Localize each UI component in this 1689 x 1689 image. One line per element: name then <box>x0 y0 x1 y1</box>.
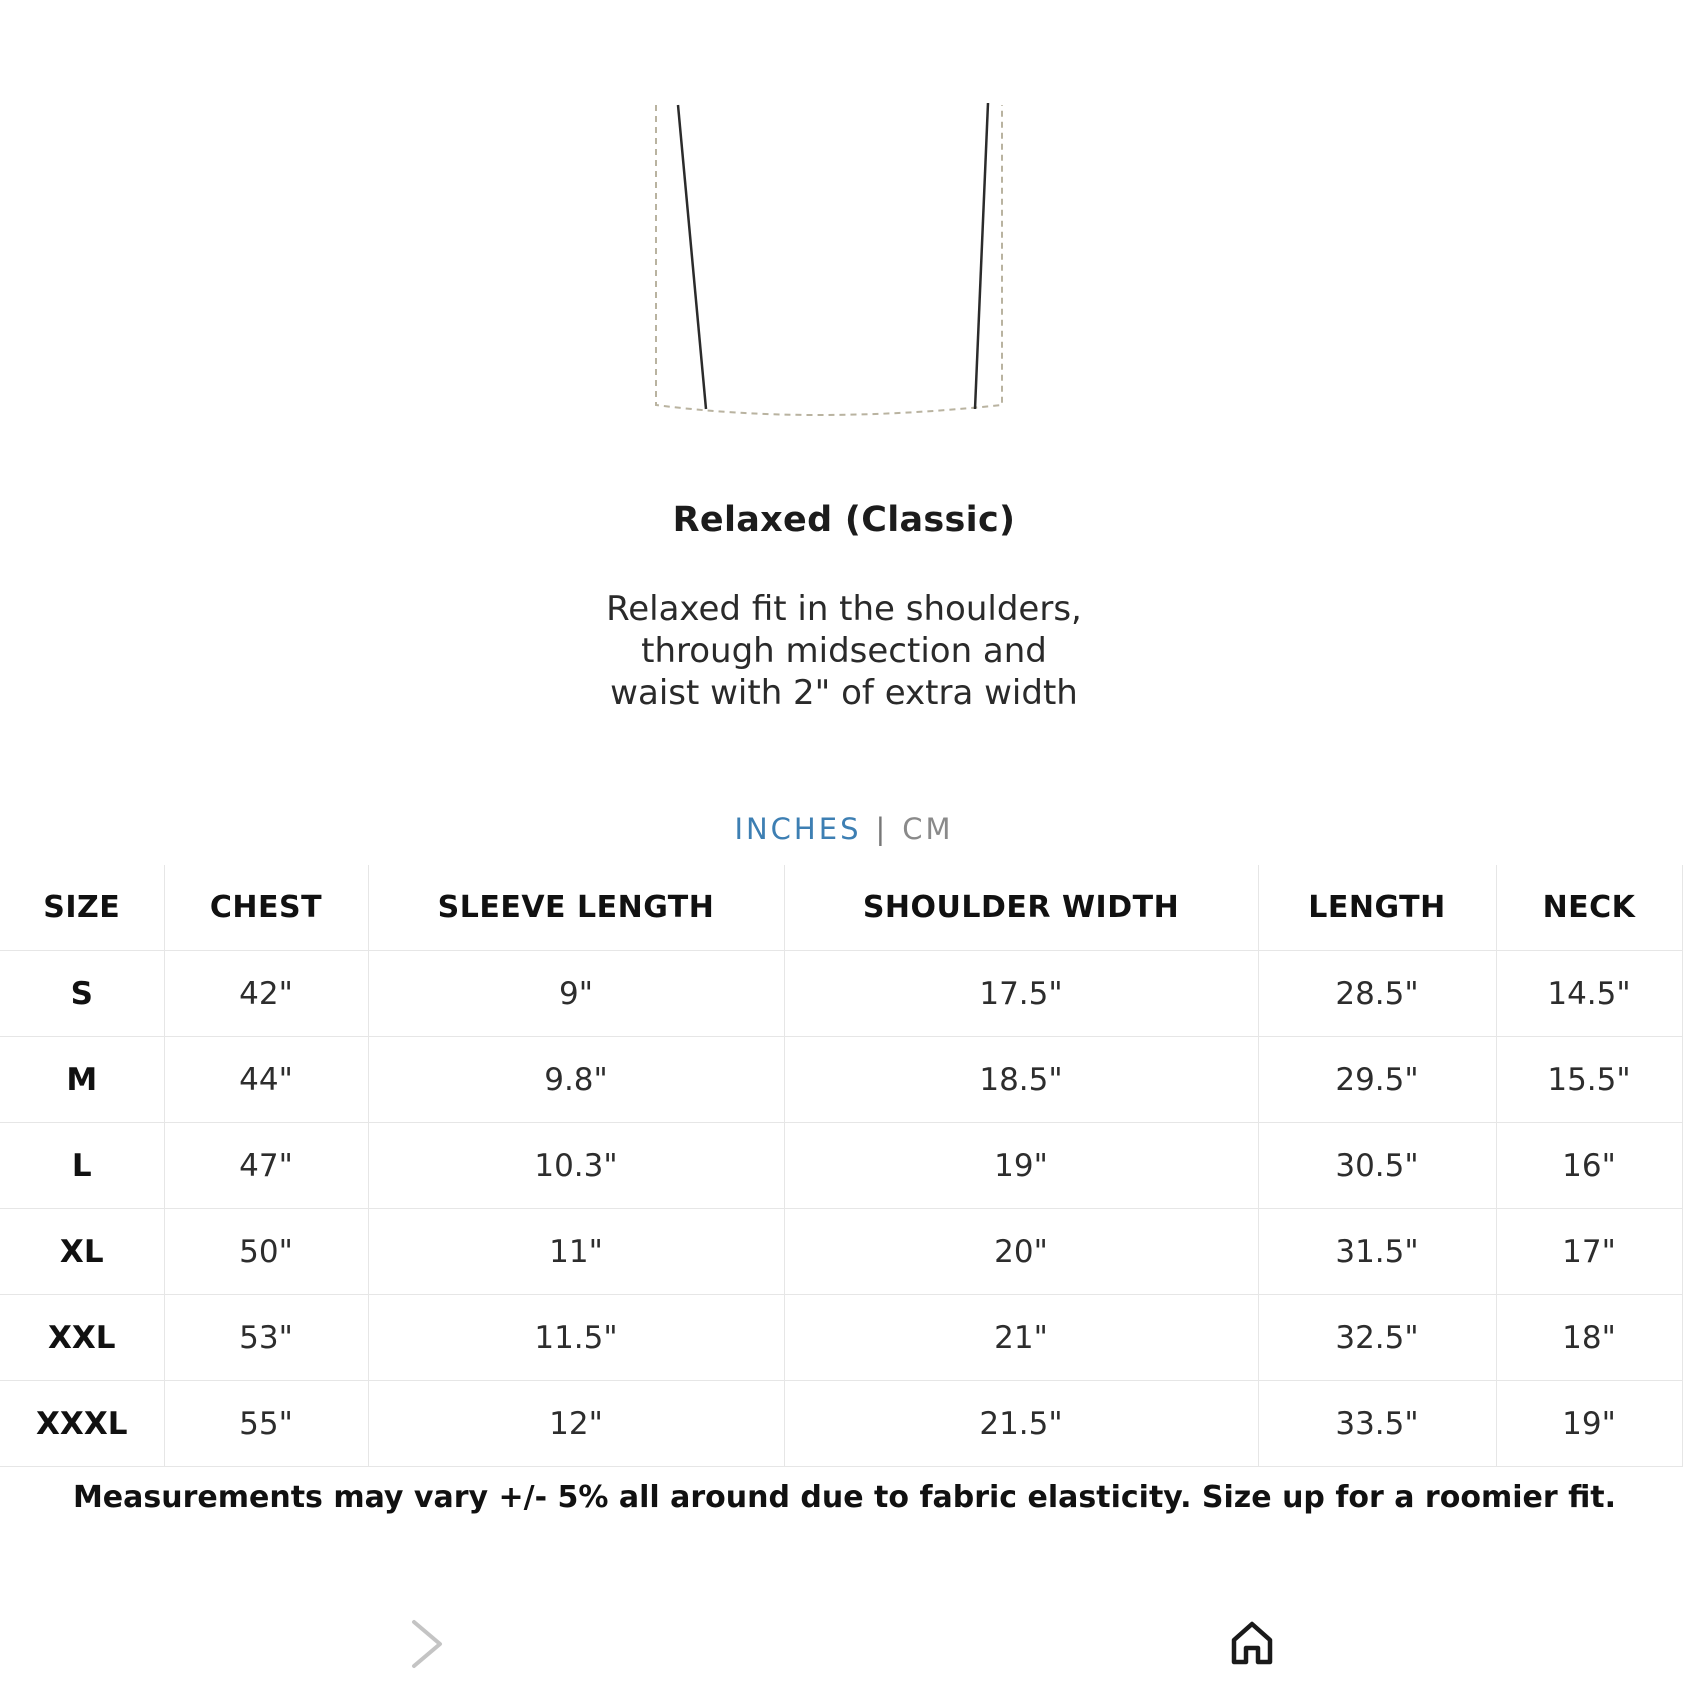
unit-separator: | <box>875 812 889 846</box>
size-chart-table <box>0 865 1683 1467</box>
shoulder-width-cell: 21.5" <box>784 1381 1258 1467</box>
length-cell: 28.5" <box>1258 951 1496 1037</box>
header-sleeve-length: SLEEVE LENGTH <box>368 865 784 951</box>
header-shoulder-width: SHOULDER WIDTH <box>784 865 1258 951</box>
size-cell: XXXL <box>0 1381 164 1467</box>
sleeve-length-cell: 11" <box>368 1209 784 1295</box>
sleeve-length-cell: 12" <box>368 1381 784 1467</box>
neck-cell: 18" <box>1496 1295 1682 1381</box>
table-row <box>0 951 1682 1037</box>
size-cell: XL <box>0 1209 164 1295</box>
sleeve-length-cell: 9.8" <box>368 1037 784 1123</box>
shoulder-width-cell: 17.5" <box>784 951 1258 1037</box>
header-length: LENGTH <box>1258 865 1496 951</box>
unit-inches-option[interactable]: INCHES <box>734 812 862 846</box>
chest-cell: 50" <box>164 1209 368 1295</box>
sleeve-length-cell: 10.3" <box>368 1123 784 1209</box>
shoulder-width-cell: 20" <box>784 1209 1258 1295</box>
next-button[interactable] <box>408 1618 448 1670</box>
length-cell: 29.5" <box>1258 1037 1496 1123</box>
chest-cell: 42" <box>164 951 368 1037</box>
fit-description: Relaxed fit in the shoulders, through midsection and waist with 2" of extra width <box>606 589 1082 713</box>
unit-toggle <box>544 812 1144 846</box>
shoulder-width-cell: 18.5" <box>784 1037 1258 1123</box>
header-chest: CHEST <box>164 865 368 951</box>
table-row <box>0 1123 1682 1209</box>
chest-cell: 55" <box>164 1381 368 1467</box>
size-cell: M <box>0 1037 164 1123</box>
sleeve-length-cell: 11.5" <box>368 1295 784 1381</box>
table-row <box>0 1037 1682 1123</box>
size-cell: XXL <box>0 1295 164 1381</box>
measurement-note: Measurements may vary +/- 5% all around due to fabric elasticity. Size up for a roomier fit. <box>72 1480 1617 1515</box>
home-icon <box>1228 1618 1276 1666</box>
shoulder-width-cell: 21" <box>784 1295 1258 1381</box>
sleeve-length-cell: 9" <box>368 951 784 1037</box>
home-button[interactable] <box>1228 1618 1276 1666</box>
table-row <box>0 1381 1682 1467</box>
chevron-right-icon <box>408 1618 448 1670</box>
neck-cell: 16" <box>1496 1123 1682 1209</box>
neck-cell: 15.5" <box>1496 1037 1682 1123</box>
neck-cell: 17" <box>1496 1209 1682 1295</box>
size-cell: S <box>0 951 164 1037</box>
length-cell: 33.5" <box>1258 1381 1496 1467</box>
header-size: SIZE <box>0 865 164 951</box>
neck-cell: 19" <box>1496 1381 1682 1467</box>
chest-cell: 44" <box>164 1037 368 1123</box>
length-cell: 31.5" <box>1258 1209 1496 1295</box>
fit-title: Relaxed (Classic) <box>672 500 1016 540</box>
length-cell: 30.5" <box>1258 1123 1496 1209</box>
shoulder-width-cell: 19" <box>784 1123 1258 1209</box>
table-row <box>0 1295 1682 1381</box>
table-header-row <box>0 865 1682 951</box>
table-row <box>0 1209 1682 1295</box>
neck-cell: 14.5" <box>1496 951 1682 1037</box>
header-neck: NECK <box>1496 865 1682 951</box>
shirt-fit-illustration <box>640 95 1020 430</box>
chest-cell: 53" <box>164 1295 368 1381</box>
unit-cm-option[interactable]: CM <box>902 812 954 846</box>
length-cell: 32.5" <box>1258 1295 1496 1381</box>
size-cell: L <box>0 1123 164 1209</box>
chest-cell: 47" <box>164 1123 368 1209</box>
